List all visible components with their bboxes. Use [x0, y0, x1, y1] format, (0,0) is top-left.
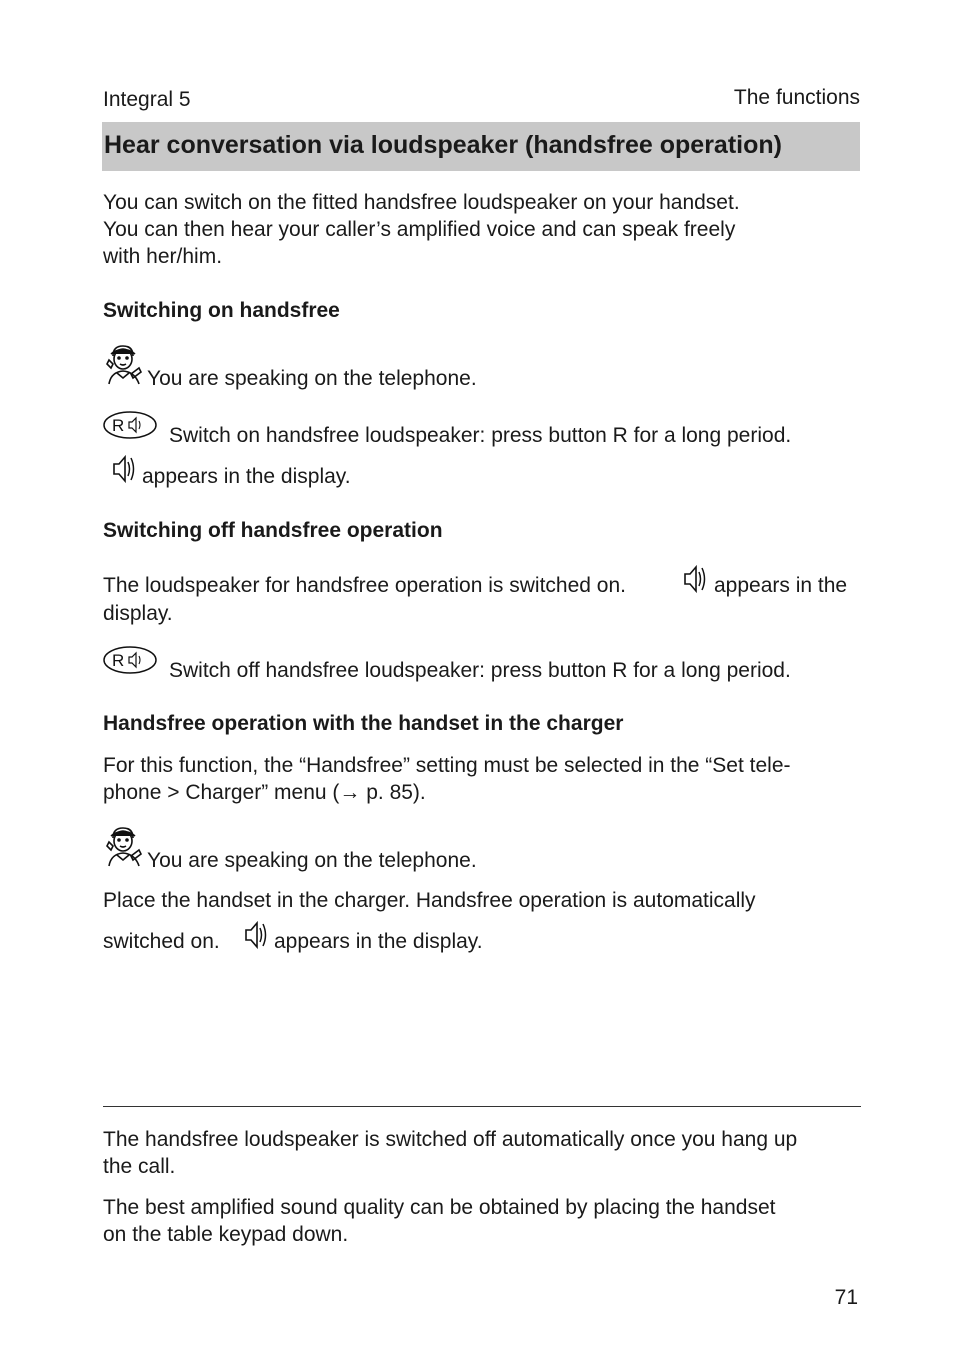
- note-line: on the table keypad down.: [103, 1223, 349, 1246]
- loudspeaker-icon: [243, 918, 267, 952]
- intro-line: You can then hear your caller’s amplified voice and can speak freely: [103, 218, 736, 241]
- description-line: phone > Charger” menu (→ p. 85).: [103, 781, 426, 804]
- note-paragraph: [103, 1194, 775, 1248]
- section-heading: Switching on handsfree: [103, 299, 340, 322]
- loudspeaker-icon: [682, 562, 706, 596]
- person-on-phone-icon: [103, 826, 143, 868]
- switch-off-text: Switch off handsfree loudspeaker: press button R for a long period.: [169, 659, 791, 682]
- title-bar: [102, 122, 860, 171]
- place-handset-text: Place the handset in the charger. Handsfree operation is automatically: [103, 889, 756, 912]
- header-right: The functions: [733, 86, 860, 109]
- switched-on-text: The loudspeaker for handsfree operation is switched on.: [103, 574, 626, 597]
- r-button-icon: [102, 645, 158, 675]
- note-line: The best amplified sound quality can be obtained by placing the handset: [103, 1196, 776, 1219]
- note-paragraph: [103, 1126, 797, 1180]
- intro-line: You can switch on the fitted handsfree loudspeaker on your handset.: [103, 191, 740, 214]
- appears-in-the-text: appears in the: [714, 574, 848, 597]
- charger-description: [103, 752, 791, 806]
- r-button-label: R: [112, 651, 125, 670]
- person-on-phone-icon: [103, 344, 143, 386]
- notes-divider: [103, 1106, 861, 1107]
- description-line: For this function, the “Handsfree” setting must be selected in the “Set tele-: [103, 754, 791, 777]
- loudspeaker-icon: [111, 452, 135, 486]
- section-heading: Switching off handsfree operation: [103, 519, 443, 542]
- section-heading: Handsfree operation with the handset in the charger: [103, 712, 624, 735]
- appears-text: appears in the display.: [142, 465, 351, 488]
- speaking-text: You are speaking on the telephone.: [147, 849, 477, 872]
- page-title: Hear conversation via loudspeaker (handsfree operation): [104, 131, 782, 159]
- switch-on-text: Switch on handsfree loudspeaker: press button R for a long period.: [169, 424, 792, 447]
- r-button-icon: [102, 410, 158, 440]
- header-left: Integral 5: [103, 88, 191, 111]
- intro-line: with her/him.: [103, 245, 223, 268]
- page-number: 71: [834, 1286, 858, 1309]
- note-line: The handsfree loudspeaker is switched off automatically once you hang up: [103, 1128, 798, 1151]
- display-text: display.: [103, 602, 173, 625]
- appears-text: appears in the display.: [274, 930, 483, 953]
- speaking-text: You are speaking on the telephone.: [147, 367, 477, 390]
- r-button-label: R: [112, 416, 125, 435]
- intro-paragraph: [103, 189, 740, 270]
- switched-on-text: switched on.: [103, 930, 220, 953]
- note-line: the call.: [103, 1155, 176, 1178]
